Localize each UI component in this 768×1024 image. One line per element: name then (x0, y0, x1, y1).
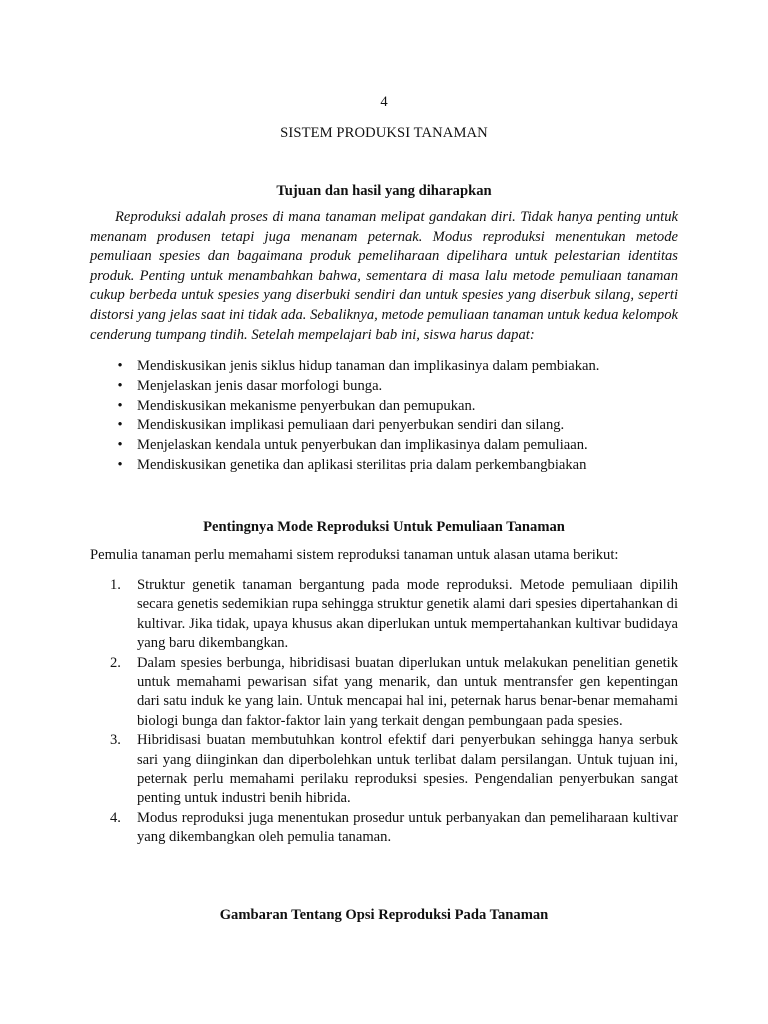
lead-paragraph: Pemulia tanaman perlu memahami sistem reproduksi tanaman untuk alasan utama berikut: (90, 547, 619, 563)
bullet-icon: • (117, 437, 123, 454)
objectives-bullet-list (90, 357, 678, 476)
item-text: Struktur genetik tanaman bergantung pada mode reproduksi. Metode pemuliaan dipilih secara genetis sedemikian rupa sehingga struktur genetik alami dari spesies dipertahankan di kultivar. Jika tidak, upaya khusus akan diperlukan untuk mempertahankan kultivar budidaya yang baru dikembangkan. (137, 577, 679, 652)
section-heading-overview: Gambaran Tentang Opsi Reproduksi Pada Tanaman (219, 907, 549, 923)
bullet-item (90, 377, 678, 397)
bullet-item (90, 436, 678, 456)
item-text: Modus reproduksi juga menentukan prosedur untuk perbanyakan dan pemeliharaan kultivar yang dikembangkan oleh pemulia tanaman. (137, 809, 678, 846)
bullet-item (90, 456, 678, 476)
intro-paragraph: Reproduksi adalah proses di mana tanaman melipat gandakan diri. Tidak hanya penting untuk menanam produsen tetapi juga menanam peternak. Modus reproduksi menentukan metode pemuliaan spesies dan bagaimana produk pemeliharaan dipelihara untuk pelestarian identitas produk. Penting untuk menambahkan bahwa, sementara di masa lalu metode pemuliaan tanaman cukup berbeda untuk spesies yang diserbuki sendiri dan untuk spesies yang diserbuk silang, seperti distorsi yang jelas saat ini tidak ada. Sebaliknya, metode pemuliaan tanaman untuk kedua kelompok cenderung tumpang tindih. Setelah mempelajari bab ini, siswa harus dapat: (90, 209, 678, 343)
bullet-icon: • (117, 377, 123, 394)
bullet-text: Menjelaskan jenis dasar morfologi bunga. (137, 377, 383, 394)
numbered-item (90, 731, 678, 809)
bullet-text: Mendiskusikan jenis siklus hidup tanaman dan implikasinya dalam pembiakan. (137, 358, 600, 374)
item-number: 4. (110, 809, 121, 826)
numbered-item (90, 654, 678, 732)
bullet-text: Mendiskusikan mekanisme penyerbukan dan pemupukan. (137, 397, 476, 414)
bullet-icon: • (117, 358, 123, 374)
item-number: 2. (110, 654, 121, 671)
reasons-numbered-list (90, 576, 678, 848)
item-text: Dalam spesies berbunga, hibridisasi buatan diperlukan untuk melakukan penelitian genetik untuk memahami pewarisan sifat yang menarik, dan untuk mentransfer gen kepentingan dari satu induk ke yang lain. Untuk mencapai hal ini, peternak harus benar-benar memahami biologi bunga dan faktor-faktor lain yang terkait dengan pembungaan pada spesies. (137, 654, 678, 729)
item-number: 3. (110, 732, 121, 749)
bullet-text: Mendiskusikan genetika dan aplikasi sterilitas pria dalam perkembangbiakan (137, 456, 587, 473)
section-heading-importance: Pentingnya Mode Reproduksi Untuk Pemuliaan Tanaman (203, 519, 565, 535)
numbered-item (90, 576, 678, 654)
bullet-text: Mendiskusikan implikasi pemuliaan dari penyerbukan sendiri dan silang. (137, 417, 565, 434)
bullet-text: Menjelaskan kendala untuk penyerbukan dan implikasinya dalam pemuliaan. (137, 437, 588, 454)
bullet-icon: • (117, 397, 123, 414)
bullet-item (90, 416, 678, 436)
item-number: 1. (110, 577, 121, 593)
bullet-icon: • (117, 417, 123, 434)
section-heading-objectives: Tujuan dan hasil yang diharapkan (276, 183, 492, 199)
page-number: 4 (380, 94, 388, 110)
item-text: Hibridisasi buatan membutuhkan kontrol efektif dari penyerbukan sehingga hanya serbuk sari yang diinginkan dan diperbolehkan untuk terlibat dalam persilangan. Untuk tujuan ini, peternak perlu memahami perilaku reproduksi spesies. Pengendalian penyerbukan sangat penting untuk industri benih hibrida. (137, 732, 678, 807)
bullet-icon: • (117, 456, 123, 473)
numbered-item (90, 809, 678, 848)
bullet-item (90, 397, 678, 417)
bullet-item (90, 357, 678, 377)
chapter-title: SISTEM PRODUKSI TANAMAN (280, 125, 488, 141)
